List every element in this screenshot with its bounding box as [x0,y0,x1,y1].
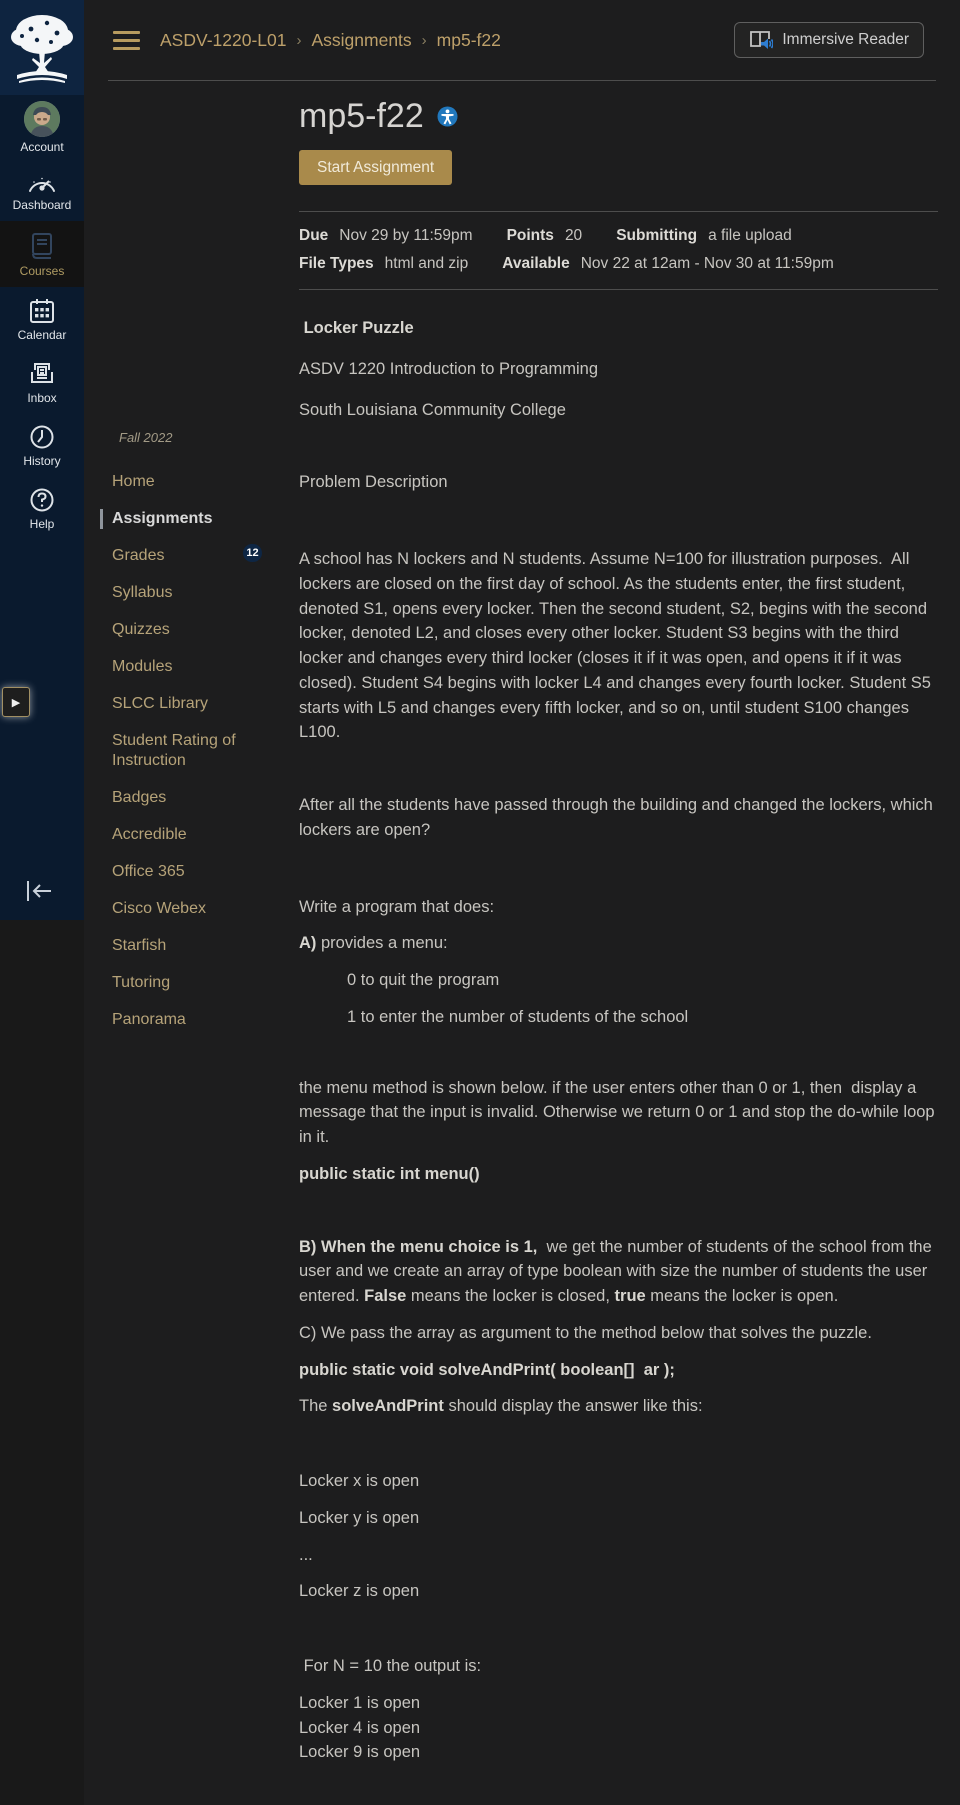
course-nav-student-rating[interactable]: Student Rating of Instruction [112,732,236,769]
breadcrumb-course-link[interactable]: ASDV-1220-L01 [160,29,287,50]
history-clock-icon [28,423,56,451]
output-line: Locker z is open [299,1582,420,1601]
course-nav-quizzes[interactable]: Quizzes [112,621,170,638]
output-line: ... [299,1545,313,1564]
course-nav-grades[interactable]: Grades 12 [112,546,284,566]
course-nav-assignments[interactable]: Assignments [100,509,284,529]
play-arrow-icon: ▶ [11,696,21,709]
body-paragraph: A) provides a menu: [299,934,448,953]
immersive-reader-label: Immersive Reader [782,31,909,48]
due-value: Nov 29 by 11:59pm [339,227,473,244]
body-paragraph: The solveAndPrint should display the answer like this: [299,1397,703,1416]
body-paragraph: A school has N lockers and N students. Assume N=100 for illustration purposes. All lockers are closed on the first day of school. As the students enter, the first student, denoted S1, opens every locker. Then the second student, S2, begins with the second locker, denoted L2, and closes every other locker. Student S3 begins with the third locker and changes every third locker (closes it if it was open, and opens it if it was closed). Student S4 begins with locker L4 and changes every fourth locker. Student S5 starts with L5 and changes every fifth locker, and so on, until student S100 changes L100. [299,550,936,742]
course-nav-syllabus[interactable]: Syllabus [112,584,173,601]
course-nav-office-365[interactable]: Office 365 [112,863,185,880]
sidebar-item-label: Inbox [27,390,57,405]
problem-description-heading: Problem Description [299,473,448,492]
course-nav-home[interactable]: Home [112,473,155,490]
points-value: 20 [564,227,583,244]
immersive-reader-button[interactable] [734,22,924,58]
sidebar-item-dashboard[interactable] [0,158,84,221]
output-line: Locker 1 is open [299,1693,421,1712]
sidebar-item-label: Dashboard [12,197,72,212]
output-line: Locker y is open [299,1508,420,1527]
course-nav-accredible[interactable]: Accredible [112,826,187,843]
body-paragraph: Write a program that does: [299,897,495,916]
inbox-icon [28,360,56,388]
sidebar-item-label: History [23,453,61,468]
help-question-icon [28,486,56,514]
breadcrumb [160,30,501,51]
sidebar-item-courses[interactable] [0,221,84,287]
menu-signature: public static int menu() [299,1164,480,1183]
output-line: Locker 9 is open [299,1743,421,1762]
breadcrumb-assignments-link[interactable]: Assignments [311,29,412,50]
user-avatar [24,101,60,137]
solve-signature: public static void solveAndPrint( boolean[] ar ); [299,1360,675,1379]
course-nav-panorama[interactable]: Panorama [112,1011,186,1028]
points-label: Points [506,227,554,244]
body-paragraph: C) We pass the array as argument to the method below that solves the puzzle. [299,1323,872,1342]
institution-logo[interactable] [0,0,84,95]
sidebar-item-account[interactable] [0,95,84,158]
expand-panel-button[interactable] [2,687,30,717]
course-nav-starfish[interactable]: Starfish [112,937,167,954]
start-assignment-button[interactable]: Start Assignment [299,150,452,185]
menu-option-1: 1 to enter the number of students of the school [347,1007,689,1026]
body-paragraph: the menu method is shown below. if the user enters other than 0 or 1, then display a message that the input is invalid. Otherwise we return 0 or 1 and stop the do-while loop in it. [299,1078,940,1146]
locker-puzzle-heading: Locker Puzzle [299,319,414,337]
file-types-value: html and zip [384,255,469,272]
dashboard-gauge-icon [26,169,58,195]
body-paragraph: After all the students have passed through the building and changed the lockers, which lockers are open? [299,796,938,839]
submitting-value: a file upload [708,227,792,244]
menu-option-0: 0 to quit the program [347,971,500,989]
sidebar-item-help[interactable] [0,476,84,539]
available-label: Available [502,255,570,272]
accessibility-icon[interactable] [437,106,458,127]
immersive-reader-icon [749,30,773,50]
due-label: Due [299,227,329,244]
chevron-right-icon: › [296,31,302,49]
sidebar-item-label: Account [20,139,64,154]
assignment-content [299,88,938,1765]
college-line: South Louisiana Community College [299,400,566,419]
collapse-sidebar-button[interactable] [24,874,58,908]
assignment-description [299,316,938,1765]
available-value: Nov 22 at 12am - Nov 30 at 11:59pm [580,255,834,272]
sidebar-item-calendar[interactable] [0,287,84,350]
submitting-label: Submitting [616,227,698,244]
sidebar-item-label: Help [29,516,55,531]
course-navigation [112,430,284,1047]
sidebar-item-label: Courses [19,264,65,278]
header-divider [108,80,936,81]
page-header [84,0,960,80]
chevron-right-icon: › [421,31,427,49]
page-title: mp5-f22 [299,97,424,135]
global-navigation-sidebar [0,0,84,920]
course-line: ASDV 1220 Introduction to Programming [299,359,598,378]
n10-line: For N = 10 the output is: [299,1657,482,1675]
output-line: Locker 4 is open [299,1718,421,1737]
sidebar-item-history[interactable] [0,413,84,476]
breadcrumb-current-page: mp5-f22 [436,29,501,50]
course-nav-tutoring[interactable]: Tutoring [112,974,171,991]
details-bottom-divider [299,289,938,290]
file-types-label: File Types [299,255,374,272]
hamburger-menu-icon[interactable] [113,31,140,50]
course-nav-slcc-library[interactable]: SLCC Library [112,695,209,712]
sidebar-lower-strip [0,920,84,1805]
output-line: Locker x is open [299,1472,420,1490]
sidebar-item-inbox[interactable] [0,350,84,413]
course-nav-modules[interactable]: Modules [112,658,173,675]
oak-tree-logo-icon [7,9,77,87]
term-label: Fall 2022 [119,430,173,445]
sidebar-item-label: Calendar [17,327,67,342]
collapse-left-arrow-icon [24,878,58,904]
assignment-details [299,212,938,289]
course-nav-badges[interactable]: Badges [112,789,167,806]
courses-book-icon [28,231,56,261]
grades-count-badge: 12 [243,544,262,562]
body-paragraph: B) When the menu choice is 1, we get the number of students of the school from the user and we create an array of type boolean with size the number of students the user entered. False means the locker is closed, true means the locker is open. [299,1237,937,1305]
course-nav-cisco-webex[interactable]: Cisco Webex [112,900,206,917]
calendar-icon [28,297,56,325]
